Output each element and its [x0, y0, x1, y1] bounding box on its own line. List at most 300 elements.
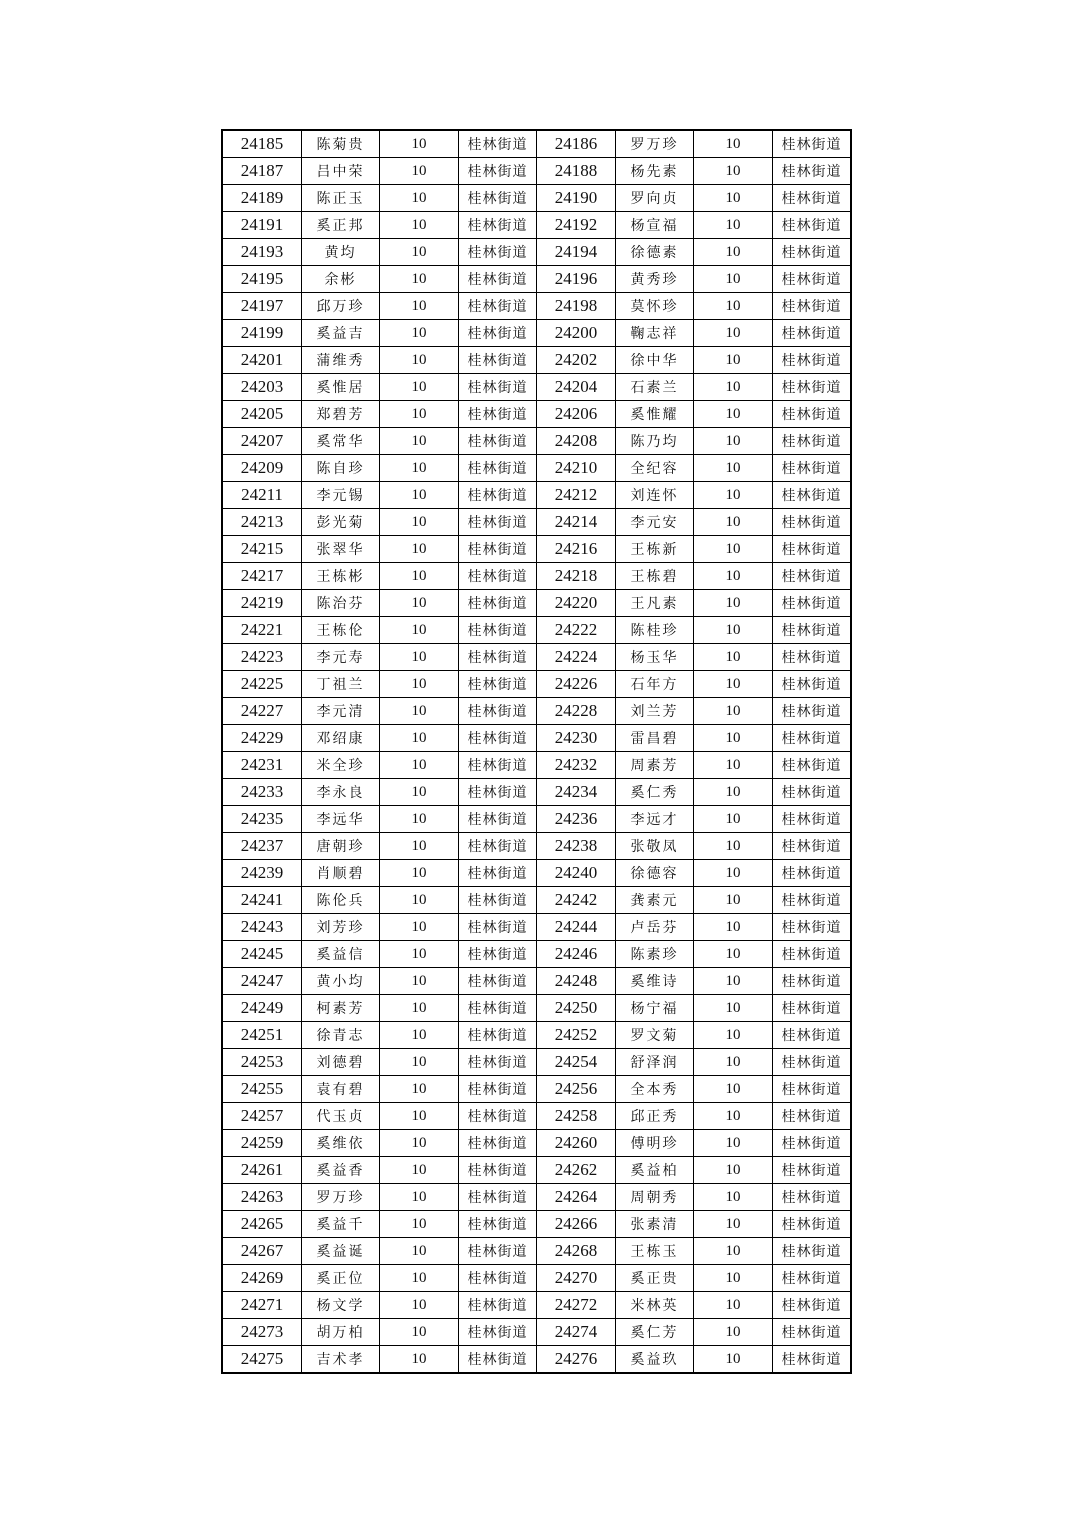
record-id-cell: 24275 [222, 1346, 302, 1374]
district-cell: 桂林街道 [459, 941, 537, 968]
district-cell: 桂林街道 [773, 239, 852, 266]
record-id-cell: 24269 [222, 1265, 302, 1292]
district-cell: 桂林街道 [459, 266, 537, 293]
name-cell: 张素清 [616, 1211, 694, 1238]
name-cell: 雷昌碧 [616, 725, 694, 752]
record-id-cell: 24266 [537, 1211, 616, 1238]
district-cell: 桂林街道 [773, 509, 852, 536]
amount-cell: 10 [694, 536, 773, 563]
district-cell: 桂林街道 [773, 1157, 852, 1184]
record-id-cell: 24229 [222, 725, 302, 752]
district-cell: 桂林街道 [773, 266, 852, 293]
name-cell: 鞠志祥 [616, 320, 694, 347]
name-cell: 杨文学 [302, 1292, 380, 1319]
table-row [222, 1265, 851, 1292]
record-id-cell: 24215 [222, 536, 302, 563]
name-cell: 李元清 [302, 698, 380, 725]
record-id-cell: 24236 [537, 806, 616, 833]
record-id-cell: 24276 [537, 1346, 616, 1374]
amount-cell: 10 [380, 590, 459, 617]
table-row [222, 617, 851, 644]
amount-cell: 10 [380, 617, 459, 644]
table-row [222, 1076, 851, 1103]
district-cell: 桂林街道 [459, 185, 537, 212]
district-cell: 桂林街道 [459, 293, 537, 320]
amount-cell: 10 [380, 130, 459, 158]
name-cell: 黄均 [302, 239, 380, 266]
record-id-cell: 24211 [222, 482, 302, 509]
record-id-cell: 24187 [222, 158, 302, 185]
district-cell: 桂林街道 [773, 320, 852, 347]
name-cell: 奚仁芳 [616, 1319, 694, 1346]
record-id-cell: 24216 [537, 536, 616, 563]
amount-cell: 10 [380, 995, 459, 1022]
record-id-cell: 24191 [222, 212, 302, 239]
amount-cell: 10 [380, 725, 459, 752]
record-id-cell: 24244 [537, 914, 616, 941]
district-cell: 桂林街道 [773, 779, 852, 806]
name-cell: 李元寿 [302, 644, 380, 671]
table-row [222, 401, 851, 428]
district-cell: 桂林街道 [459, 320, 537, 347]
name-cell: 陈自珍 [302, 455, 380, 482]
record-id-cell: 24200 [537, 320, 616, 347]
name-cell: 奚正位 [302, 1265, 380, 1292]
table-row [222, 590, 851, 617]
district-cell: 桂林街道 [459, 752, 537, 779]
name-cell: 陈菊贵 [302, 130, 380, 158]
table-row [222, 1049, 851, 1076]
name-cell: 胡万柏 [302, 1319, 380, 1346]
amount-cell: 10 [380, 644, 459, 671]
record-id-cell: 24186 [537, 130, 616, 158]
name-cell: 奚益柏 [616, 1157, 694, 1184]
district-cell: 桂林街道 [459, 509, 537, 536]
table-row [222, 1022, 851, 1049]
name-cell: 邱万珍 [302, 293, 380, 320]
record-id-cell: 24243 [222, 914, 302, 941]
district-cell: 桂林街道 [773, 968, 852, 995]
amount-cell: 10 [380, 212, 459, 239]
district-cell: 桂林街道 [773, 698, 852, 725]
name-cell: 黄秀珍 [616, 266, 694, 293]
name-cell: 傅明珍 [616, 1130, 694, 1157]
record-id-cell: 24212 [537, 482, 616, 509]
record-id-cell: 24217 [222, 563, 302, 590]
amount-cell: 10 [694, 590, 773, 617]
district-cell: 桂林街道 [459, 644, 537, 671]
amount-cell: 10 [380, 752, 459, 779]
district-cell: 桂林街道 [773, 374, 852, 401]
name-cell: 陈素珍 [616, 941, 694, 968]
amount-cell: 10 [694, 1238, 773, 1265]
name-cell: 龚素元 [616, 887, 694, 914]
district-cell: 桂林街道 [459, 1157, 537, 1184]
name-cell: 米林英 [616, 1292, 694, 1319]
name-cell: 刘连怀 [616, 482, 694, 509]
amount-cell: 10 [694, 752, 773, 779]
district-cell: 桂林街道 [459, 1238, 537, 1265]
record-id-cell: 24218 [537, 563, 616, 590]
name-cell: 蒲维秀 [302, 347, 380, 374]
record-id-cell: 24192 [537, 212, 616, 239]
amount-cell: 10 [380, 887, 459, 914]
district-cell: 桂林街道 [773, 158, 852, 185]
name-cell: 莫怀珍 [616, 293, 694, 320]
record-id-cell: 24230 [537, 725, 616, 752]
district-cell: 桂林街道 [773, 293, 852, 320]
table-row [222, 130, 851, 158]
table-row [222, 752, 851, 779]
name-cell: 杨宣福 [616, 212, 694, 239]
district-cell: 桂林街道 [459, 860, 537, 887]
name-cell: 邓绍康 [302, 725, 380, 752]
record-id-cell: 24240 [537, 860, 616, 887]
record-id-cell: 24203 [222, 374, 302, 401]
district-cell: 桂林街道 [459, 212, 537, 239]
district-cell: 桂林街道 [459, 428, 537, 455]
table-row [222, 833, 851, 860]
record-id-cell: 24264 [537, 1184, 616, 1211]
amount-cell: 10 [694, 1184, 773, 1211]
district-cell: 桂林街道 [773, 1292, 852, 1319]
name-cell: 奚益信 [302, 941, 380, 968]
table-row [222, 1157, 851, 1184]
amount-cell: 10 [380, 1292, 459, 1319]
amount-cell: 10 [380, 401, 459, 428]
district-cell: 桂林街道 [773, 995, 852, 1022]
name-cell: 米全珍 [302, 752, 380, 779]
district-cell: 桂林街道 [773, 644, 852, 671]
table-row [222, 644, 851, 671]
amount-cell: 10 [694, 1211, 773, 1238]
record-id-cell: 24234 [537, 779, 616, 806]
name-cell: 唐朝珍 [302, 833, 380, 860]
district-cell: 桂林街道 [773, 428, 852, 455]
district-cell: 桂林街道 [459, 833, 537, 860]
record-id-cell: 24256 [537, 1076, 616, 1103]
amount-cell: 10 [380, 428, 459, 455]
record-id-cell: 24257 [222, 1103, 302, 1130]
table-row [222, 320, 851, 347]
record-id-cell: 24208 [537, 428, 616, 455]
record-id-cell: 24227 [222, 698, 302, 725]
district-cell: 桂林街道 [459, 1103, 537, 1130]
name-cell: 徐德容 [616, 860, 694, 887]
district-cell: 桂林街道 [459, 1292, 537, 1319]
amount-cell: 10 [694, 698, 773, 725]
amount-cell: 10 [380, 941, 459, 968]
record-id-cell: 24249 [222, 995, 302, 1022]
amount-cell: 10 [380, 482, 459, 509]
record-id-cell: 24274 [537, 1319, 616, 1346]
name-cell: 刘兰芳 [616, 698, 694, 725]
name-cell: 柯素芳 [302, 995, 380, 1022]
district-cell: 桂林街道 [459, 1049, 537, 1076]
name-cell: 杨宁福 [616, 995, 694, 1022]
record-id-cell: 24259 [222, 1130, 302, 1157]
table-row [222, 1103, 851, 1130]
district-cell: 桂林街道 [773, 671, 852, 698]
record-table-body [222, 130, 851, 1373]
amount-cell: 10 [694, 1265, 773, 1292]
table-row [222, 158, 851, 185]
amount-cell: 10 [694, 860, 773, 887]
amount-cell: 10 [694, 1130, 773, 1157]
district-cell: 桂林街道 [459, 1346, 537, 1374]
record-id-cell: 24219 [222, 590, 302, 617]
name-cell: 邱正秀 [616, 1103, 694, 1130]
table-row [222, 1130, 851, 1157]
record-id-cell: 24188 [537, 158, 616, 185]
amount-cell: 10 [694, 428, 773, 455]
table-row [222, 347, 851, 374]
name-cell: 陈乃均 [616, 428, 694, 455]
amount-cell: 10 [694, 941, 773, 968]
record-id-cell: 24247 [222, 968, 302, 995]
record-id-cell: 24207 [222, 428, 302, 455]
district-cell: 桂林街道 [773, 536, 852, 563]
name-cell: 奚正贵 [616, 1265, 694, 1292]
record-id-cell: 24189 [222, 185, 302, 212]
record-id-cell: 24252 [537, 1022, 616, 1049]
table-row [222, 482, 851, 509]
record-id-cell: 24246 [537, 941, 616, 968]
record-id-cell: 24267 [222, 1238, 302, 1265]
district-cell: 桂林街道 [773, 185, 852, 212]
district-cell: 桂林街道 [459, 887, 537, 914]
district-cell: 桂林街道 [459, 698, 537, 725]
amount-cell: 10 [694, 239, 773, 266]
name-cell: 张敬凤 [616, 833, 694, 860]
district-cell: 桂林街道 [773, 1319, 852, 1346]
name-cell: 刘德碧 [302, 1049, 380, 1076]
amount-cell: 10 [694, 185, 773, 212]
table-row [222, 455, 851, 482]
name-cell: 罗万珍 [302, 1184, 380, 1211]
record-id-cell: 24258 [537, 1103, 616, 1130]
district-cell: 桂林街道 [459, 1211, 537, 1238]
table-row [222, 185, 851, 212]
amount-cell: 10 [380, 1211, 459, 1238]
amount-cell: 10 [694, 1157, 773, 1184]
name-cell: 余彬 [302, 266, 380, 293]
name-cell: 奚正邦 [302, 212, 380, 239]
name-cell: 李元锡 [302, 482, 380, 509]
amount-cell: 10 [694, 158, 773, 185]
table-row [222, 509, 851, 536]
name-cell: 李远华 [302, 806, 380, 833]
table-row [222, 914, 851, 941]
name-cell: 奚益千 [302, 1211, 380, 1238]
name-cell: 罗文菊 [616, 1022, 694, 1049]
name-cell: 奚益玖 [616, 1346, 694, 1374]
table-row [222, 536, 851, 563]
record-id-cell: 24255 [222, 1076, 302, 1103]
record-id-cell: 24242 [537, 887, 616, 914]
name-cell: 彭光菊 [302, 509, 380, 536]
amount-cell: 10 [694, 968, 773, 995]
name-cell: 全纪容 [616, 455, 694, 482]
district-cell: 桂林街道 [459, 671, 537, 698]
record-id-cell: 24241 [222, 887, 302, 914]
name-cell: 奚益诞 [302, 1238, 380, 1265]
name-cell: 奚常华 [302, 428, 380, 455]
district-cell: 桂林街道 [459, 158, 537, 185]
record-id-cell: 24225 [222, 671, 302, 698]
name-cell: 郑碧芳 [302, 401, 380, 428]
record-id-cell: 24260 [537, 1130, 616, 1157]
district-cell: 桂林街道 [773, 1130, 852, 1157]
amount-cell: 10 [380, 860, 459, 887]
record-id-cell: 24253 [222, 1049, 302, 1076]
table-row [222, 293, 851, 320]
district-cell: 桂林街道 [459, 455, 537, 482]
name-cell: 石素兰 [616, 374, 694, 401]
amount-cell: 10 [694, 1049, 773, 1076]
amount-cell: 10 [694, 914, 773, 941]
amount-cell: 10 [694, 455, 773, 482]
amount-cell: 10 [380, 1022, 459, 1049]
record-table [221, 129, 852, 1374]
district-cell: 桂林街道 [773, 887, 852, 914]
table-row [222, 1184, 851, 1211]
amount-cell: 10 [380, 239, 459, 266]
name-cell: 杨玉华 [616, 644, 694, 671]
name-cell: 全本秀 [616, 1076, 694, 1103]
district-cell: 桂林街道 [773, 1211, 852, 1238]
table-row [222, 239, 851, 266]
record-id-cell: 24233 [222, 779, 302, 806]
record-id-cell: 24202 [537, 347, 616, 374]
name-cell: 罗万珍 [616, 130, 694, 158]
amount-cell: 10 [694, 266, 773, 293]
district-cell: 桂林街道 [459, 401, 537, 428]
table-row [222, 1346, 851, 1374]
record-id-cell: 24239 [222, 860, 302, 887]
amount-cell: 10 [694, 212, 773, 239]
table-row [222, 968, 851, 995]
record-id-cell: 24231 [222, 752, 302, 779]
table-row [222, 860, 851, 887]
district-cell: 桂林街道 [459, 1265, 537, 1292]
district-cell: 桂林街道 [459, 563, 537, 590]
name-cell: 奚维依 [302, 1130, 380, 1157]
district-cell: 桂林街道 [773, 455, 852, 482]
name-cell: 陈桂珍 [616, 617, 694, 644]
amount-cell: 10 [380, 185, 459, 212]
district-cell: 桂林街道 [459, 968, 537, 995]
amount-cell: 10 [694, 725, 773, 752]
name-cell: 丁祖兰 [302, 671, 380, 698]
record-id-cell: 24196 [537, 266, 616, 293]
amount-cell: 10 [380, 1157, 459, 1184]
district-cell: 桂林街道 [773, 752, 852, 779]
name-cell: 陈正玉 [302, 185, 380, 212]
district-cell: 桂林街道 [773, 833, 852, 860]
name-cell: 王栋碧 [616, 563, 694, 590]
record-id-cell: 24210 [537, 455, 616, 482]
record-id-cell: 24248 [537, 968, 616, 995]
district-cell: 桂林街道 [459, 779, 537, 806]
table-row [222, 374, 851, 401]
record-id-cell: 24209 [222, 455, 302, 482]
district-cell: 桂林街道 [773, 401, 852, 428]
record-id-cell: 24201 [222, 347, 302, 374]
district-cell: 桂林街道 [773, 806, 852, 833]
district-cell: 桂林街道 [773, 590, 852, 617]
amount-cell: 10 [380, 455, 459, 482]
amount-cell: 10 [694, 1319, 773, 1346]
district-cell: 桂林街道 [459, 1130, 537, 1157]
record-id-cell: 24206 [537, 401, 616, 428]
amount-cell: 10 [380, 671, 459, 698]
record-id-cell: 24254 [537, 1049, 616, 1076]
record-id-cell: 24190 [537, 185, 616, 212]
district-cell: 桂林街道 [773, 130, 852, 158]
amount-cell: 10 [380, 563, 459, 590]
name-cell: 杨先素 [616, 158, 694, 185]
record-id-cell: 24213 [222, 509, 302, 536]
district-cell: 桂林街道 [773, 563, 852, 590]
name-cell: 石年方 [616, 671, 694, 698]
record-id-cell: 24265 [222, 1211, 302, 1238]
amount-cell: 10 [694, 1346, 773, 1374]
district-cell: 桂林街道 [459, 617, 537, 644]
name-cell: 王栋彬 [302, 563, 380, 590]
district-cell: 桂林街道 [773, 347, 852, 374]
record-id-cell: 24194 [537, 239, 616, 266]
amount-cell: 10 [694, 671, 773, 698]
record-id-cell: 24261 [222, 1157, 302, 1184]
record-id-cell: 24221 [222, 617, 302, 644]
amount-cell: 10 [694, 1022, 773, 1049]
table-row [222, 779, 851, 806]
name-cell: 李元安 [616, 509, 694, 536]
district-cell: 桂林街道 [773, 860, 852, 887]
amount-cell: 10 [380, 1076, 459, 1103]
record-id-cell: 24197 [222, 293, 302, 320]
name-cell: 周朝秀 [616, 1184, 694, 1211]
record-id-cell: 24195 [222, 266, 302, 293]
record-id-cell: 24250 [537, 995, 616, 1022]
district-cell: 桂林街道 [773, 914, 852, 941]
amount-cell: 10 [694, 130, 773, 158]
name-cell: 李远才 [616, 806, 694, 833]
district-cell: 桂林街道 [459, 536, 537, 563]
amount-cell: 10 [380, 833, 459, 860]
record-id-cell: 24270 [537, 1265, 616, 1292]
district-cell: 桂林街道 [773, 1022, 852, 1049]
amount-cell: 10 [380, 374, 459, 401]
table-row [222, 941, 851, 968]
district-cell: 桂林街道 [459, 374, 537, 401]
record-id-cell: 24232 [537, 752, 616, 779]
record-id-cell: 24223 [222, 644, 302, 671]
amount-cell: 10 [380, 158, 459, 185]
district-cell: 桂林街道 [459, 130, 537, 158]
name-cell: 卢岳芬 [616, 914, 694, 941]
record-id-cell: 24199 [222, 320, 302, 347]
district-cell: 桂林街道 [459, 1184, 537, 1211]
amount-cell: 10 [380, 1238, 459, 1265]
district-cell: 桂林街道 [459, 482, 537, 509]
district-cell: 桂林街道 [773, 482, 852, 509]
name-cell: 奚惟耀 [616, 401, 694, 428]
record-id-cell: 24220 [537, 590, 616, 617]
record-id-cell: 24228 [537, 698, 616, 725]
record-id-cell: 24185 [222, 130, 302, 158]
